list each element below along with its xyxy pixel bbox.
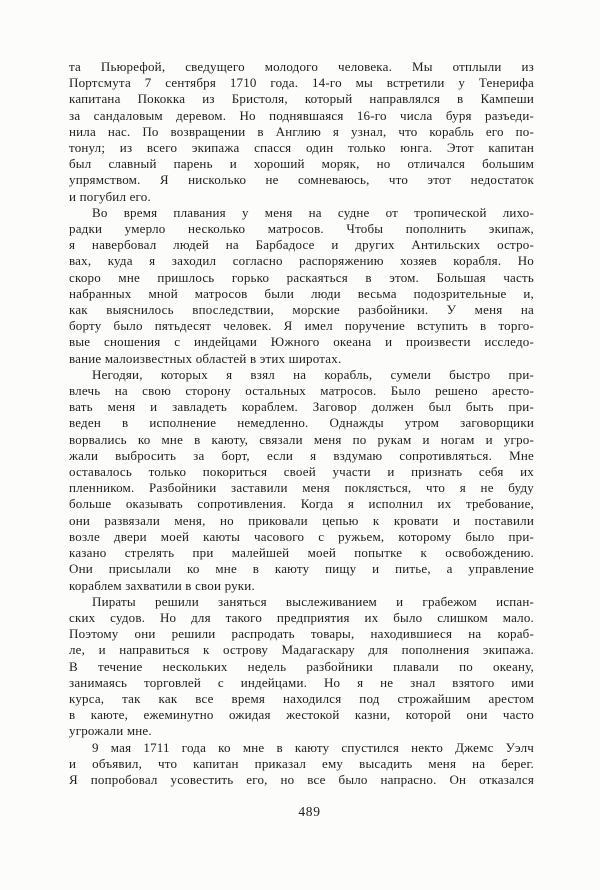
- text-line: вах, куда я заходил согласно распоряжению хозяев корабля. Но: [69, 253, 534, 269]
- text-line: В течение нескольких недель разбойники плавали по океану,: [69, 658, 534, 674]
- text-line: Негодяи, которых я взял на корабль, сумели быстро при-: [92, 366, 534, 382]
- text-line: и погубил его.: [69, 188, 151, 204]
- text-line: пленником. Разбойники заставили меня поклясться, что я не буду: [69, 480, 534, 496]
- text-line: и объявил, что капитан приказал ему высадить меня на берег.: [69, 755, 534, 771]
- text-line: веден в исполнение немедленно. Однажды утром заговорщики: [69, 415, 534, 431]
- text-line: набранных мной матросов были люди весьма подозрительные и,: [69, 285, 534, 301]
- text-line: оставалось только покориться своей участи и признать себя их: [69, 464, 534, 480]
- text-line: Портсмута 7 сентября 1710 года. 14-го мы встретили у Тенерифа: [69, 75, 534, 91]
- text-line: влечь на свою сторону остальных матросов. Было решено аресто-: [69, 383, 534, 399]
- text-line: Пираты решили заняться выслеживанием и грабежом испан-: [92, 593, 534, 609]
- text-line: радки умерло несколько матросов. Чтобы пополнить экипаж,: [69, 221, 534, 237]
- text-line: Я попробовал усовестить его, но все было напрасно. Он отказался: [69, 771, 534, 787]
- text-line: ле, и направиться к острову Мадагаскару для пополнения экипажа.: [69, 642, 534, 658]
- text-line: Они присылали ко мне в каюту пищу и питье, а управление: [69, 561, 534, 577]
- text-line: за сандаловым деревом. Но поднявшаяся 16-го числа буря разъеди-: [69, 107, 534, 123]
- text-line: больше оказывать сопротивления. Когда я исполнил их требование,: [69, 496, 534, 512]
- text-line: они развязали меня, но приковали цепью к кровати и поставили: [69, 512, 534, 528]
- text-line: нила нас. По возвращении в Англию я узнал, что корабль его по-: [69, 123, 534, 139]
- text-line: тонул; из всего экипажа спасся один только юнга. Этот капитан: [69, 140, 534, 156]
- text-line: как выяснилось впоследствии, морские разбойники. У меня на: [69, 302, 534, 318]
- text-line: капитана Пококка из Бристоля, который направлялся в Кампеши: [69, 91, 534, 107]
- text-line: жали выбросить за борт, если я вздумаю сопротивляться. Мне: [69, 447, 534, 463]
- text-line: 9 мая 1711 года ко мне в каюту спустился некто Джемс Уэлч: [92, 739, 534, 755]
- text-line: вание малоизвестных областей в этих широтах.: [69, 350, 342, 366]
- text-line: та Пьюрефой, сведущего молодого человека. Мы отплыли из: [69, 59, 534, 74]
- text-line: вать меня и завладеть кораблем. Заговор должен был быть при-: [69, 399, 534, 415]
- page-number: 489: [298, 804, 321, 819]
- text-line: борту было пятьдесят человек. Я имел поручение вступить в торго-: [69, 318, 534, 334]
- text-line: ворвались ко мне в каюту, связали меня по рукам и ногам и угро-: [69, 431, 534, 447]
- text-line: курса, так как все время находился под строжайшим арестом: [69, 690, 534, 706]
- text-line: упрямством. Я нисколько не сомневаюсь, что этот недостаток: [69, 172, 534, 188]
- text-line: Во время плавания у меня на судне от тропической лихо-: [92, 204, 534, 220]
- text-line: занимаясь торговлей с индейцами. Но я не знал взятого ими: [69, 674, 534, 690]
- text-line: был славный парень и хороший моряк, но отличался большим: [69, 156, 534, 172]
- text-line: угрожали мне.: [69, 723, 152, 739]
- text-line: скоро мне пришлось горько раскаяться в этом. Большая часть: [69, 269, 534, 285]
- text-line: кораблем захватили в свои руки.: [69, 577, 255, 593]
- text-line: ских судов. Но для такого предприятия их было слишком мало.: [69, 609, 534, 625]
- text-line: возле двери моей каюты часового с ружьем, которому было при-: [69, 528, 534, 544]
- text-line: Поэтому они решили распродать товары, находившиеся на кораб-: [69, 626, 534, 642]
- text-line: казано стрелять при малейшей моей попытке к освобождению.: [69, 545, 534, 561]
- text-block: [69, 59, 534, 788]
- text-line: я навербовал людей на Барбадосе и других Антильских остро-: [69, 237, 534, 253]
- text-line: в каюте, ежеминутно ожидая жестокой казни, которой они часто: [69, 707, 534, 723]
- text-line: вые сношения с индейцами Южного океана и произвести исследо-: [69, 334, 534, 350]
